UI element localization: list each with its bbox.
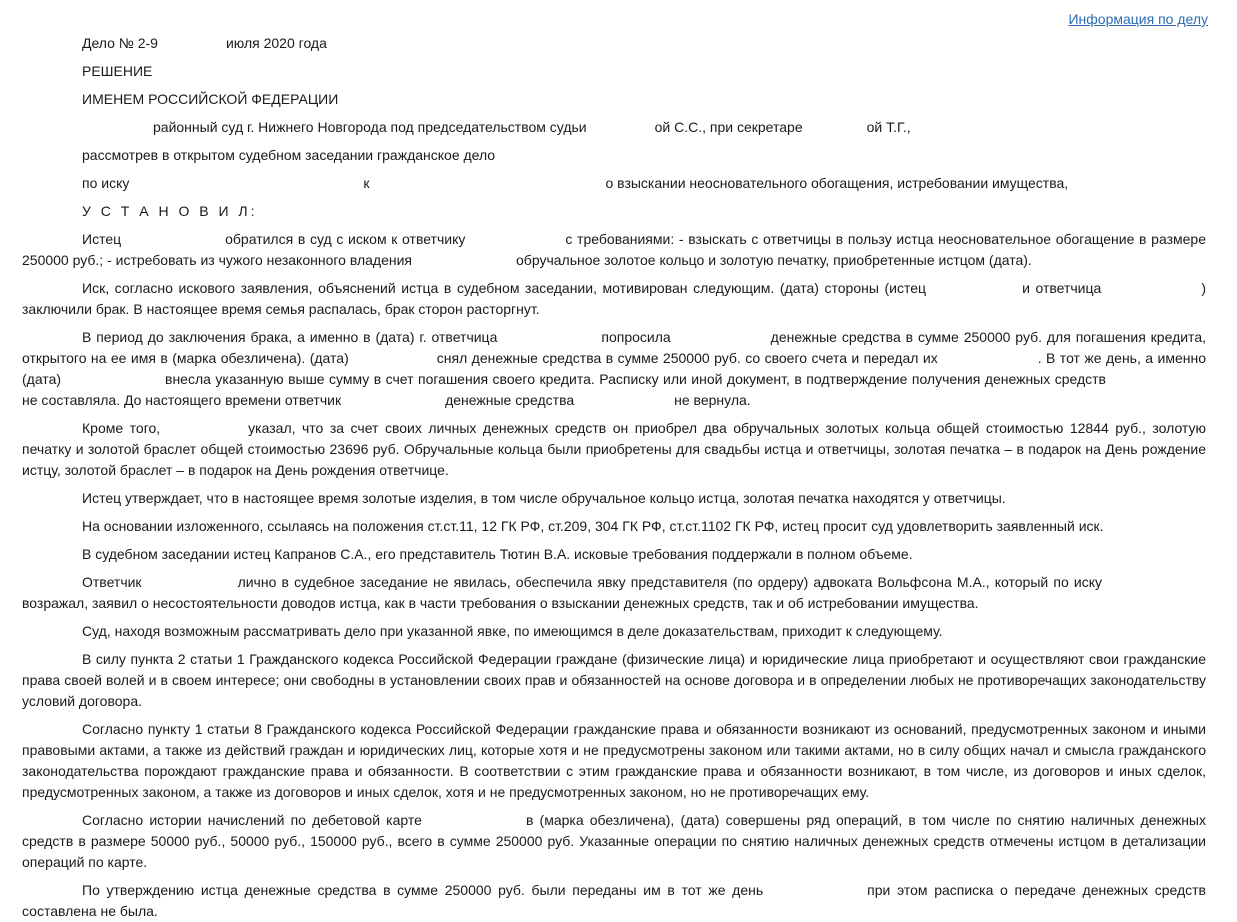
paragraph-4 [22,418,1206,481]
text-run: с требованиями: - взыскать с ответчицы в пользу истца неосновательное обогащение в размере 250000 руб.; - истребовать из чужого незаконного владения [22,231,1206,268]
text-run: указал, что за счет своих личных денежных средств он приобрел два обручальных золотых кольца общей стоимостью 12844 руб., золотую печатку и золотой браслет общей стоимостью 23696 руб. Обручальные кольца были приобретены для свадьбы истца и ответчицы, золотая печатка – в подарок на День рождение истцу, золотой браслет – в подарок на День рождения ответчице. [22,420,1206,478]
paragraph-9 [22,621,1206,642]
claim-text-c: о взыскании неосновательного обогащения, истребовании имущества, [605,175,1069,191]
text-run: В период до заключения брака, а именно в (дата) г. ответчица [82,329,498,345]
text-run: внесла указанную выше сумму в счет погашения своего кредита. Расписку или иной документ, в подтверждение получения денежных средств [165,371,1106,387]
in-name-title: ИМЕНЕМ РОССИЙСКОЙ ФЕДЕРАЦИИ [82,91,339,107]
text-run: ) заключили брак. В настоящее время семья распалась, брак сторон расторгнут. [22,280,1206,317]
paragraph-1 [22,229,1206,271]
text-run: и ответчица [1022,280,1102,296]
text-run: Иск, согласно искового заявления, объяснений истца в судебном заседании, мотивирован следующим. (дата) стороны (истец [82,280,927,296]
text-run: Истец утверждает, что в настоящее время золотые изделия, в том числе обручальное кольцо истца, золотая печатка находятся у ответчицы. [82,490,1006,506]
case-date: июля 2020 года [225,35,327,51]
court-text-a: районный суд г. Нижнего Новгорода под председательством судьи [153,119,587,135]
text-run: обратился в суд с иском к ответчику [225,231,466,247]
paragraph-10 [22,649,1206,712]
text-run: Кроме того, [82,420,161,436]
text-run: На основании изложенного, ссылаясь на положения ст.ст.11, 12 ГК РФ, ст.209, 304 ГК РФ, ст.ст.1102 ГК РФ, истец просит суд удовлетворить заявленный иск. [82,518,1104,534]
text-run: не составляла. До настоящего времени ответчик [22,392,342,408]
court-line [153,119,911,135]
text-run: обручальное золотое кольцо и золотую печатку, приобретенные истцом (дата). [516,252,1032,268]
paragraph-3 [22,327,1206,411]
text-run: возражал, заявил о несостоятельности доводов истца, как в части требования о взыскании денежных средств, так и об истребовании имущества. [22,595,979,611]
text-run: не вернула. [674,392,751,408]
claim-line [82,175,1068,191]
paragraph-6 [22,516,1206,537]
text-run: Согласно пункту 1 статьи 8 Гражданского кодекса Российской Федерации гражданские права и обязанности возникают из оснований, предусмотренных законом и иными правовыми актами, а также из действий граждан и юридических лиц, которые хотя и не предусмотрены законом или такими актами, но в силу общих начал и смысла гражданского законодательства порождают гражданские права и обязанности. В соответствии с этим гражданские права и обязанности возникают, в том числе, из договоров и иных сделок, предусмотренных законом, а также из договоров и иных сделок, хотя и не предусмотренных законом, но не противоречащих ему. [22,721,1206,800]
text-run: денежные средства [445,392,575,408]
court-text-b: ой С.С., при секретаре [654,119,803,135]
text-run: В судебном заседании истец Капранов С.А., его представитель Тютин В.А. исковые требования поддержали в полном объеме. [82,546,913,562]
text-run: Истец [82,231,122,247]
text-run: денежные средства в сумме 250000 руб. для погашения кредита, открытого на ее имя в (марка обезличена). (дата) [22,329,1206,366]
paragraph-13 [22,880,1206,922]
text-run: в (марка обезличена), (дата) совершены ряд операций, в том числе по снятию наличных денежных средств в размере 50000 руб., 50000 руб., 150000 руб., всего в сумме 250000 руб. Указанные операции по снятию наличных денежных средств отмечены истцом в детализации операций по карте. [22,812,1206,870]
text-run: Согласно истории начислений по дебетовой карте [82,812,422,828]
paragraph-12 [22,810,1206,873]
case-info-link[interactable]: Информация по делу [1068,11,1208,27]
text-run: при этом расписка о передаче денежных средств составлена не была. [22,882,1206,919]
claim-text-a: по иску [82,175,130,191]
paragraph-2 [22,278,1206,320]
text-run: По утверждению истца денежные средства в сумме 250000 руб. были переданы им в тот же день [82,882,764,898]
decision-title: РЕШЕНИЕ [82,63,153,79]
paragraph-11 [22,719,1206,803]
text-run: лично в судебное заседание не явилась, обеспечила явку представителя (по ордеру) адвоката Вольфсона М.А., который по иску [237,574,1102,590]
established-line: У С Т А Н О В И Л: [82,203,258,219]
header-case-line [82,35,327,51]
case-number: Дело № 2-9 [82,35,158,51]
paragraph-5 [22,488,1206,509]
text-run: В силу пункта 2 статьи 1 Гражданского кодекса Российской Федерации граждане (физические лица) и юридические лица приобретают и осуществляют свои гражданские права своей волей и в своем интересе; они свободны в установлении своих прав и обязанностей на основе договора и в определении любых не противоречащих законодательству условий договора. [22,651,1206,709]
text-run: попросила [601,329,671,345]
text-run: Суд, находя возможным рассматривать дело при указанной явке, по имеющимся в деле доказательствам, приходит к следующему. [82,623,943,639]
text-run: Ответчик [82,574,142,590]
text-run: . В тот же день, а именно (дата) [22,350,1207,387]
court-text-c: ой Т.Г., [866,119,911,135]
paragraph-7 [22,544,1206,565]
text-run: снял денежные средства в сумме 250000 руб. со своего счета и передал их [436,350,938,366]
paragraph-8 [22,572,1206,614]
considered-line: рассмотрев в открытом судебном заседании гражданское дело [82,147,496,163]
claim-text-b: к [363,175,370,191]
